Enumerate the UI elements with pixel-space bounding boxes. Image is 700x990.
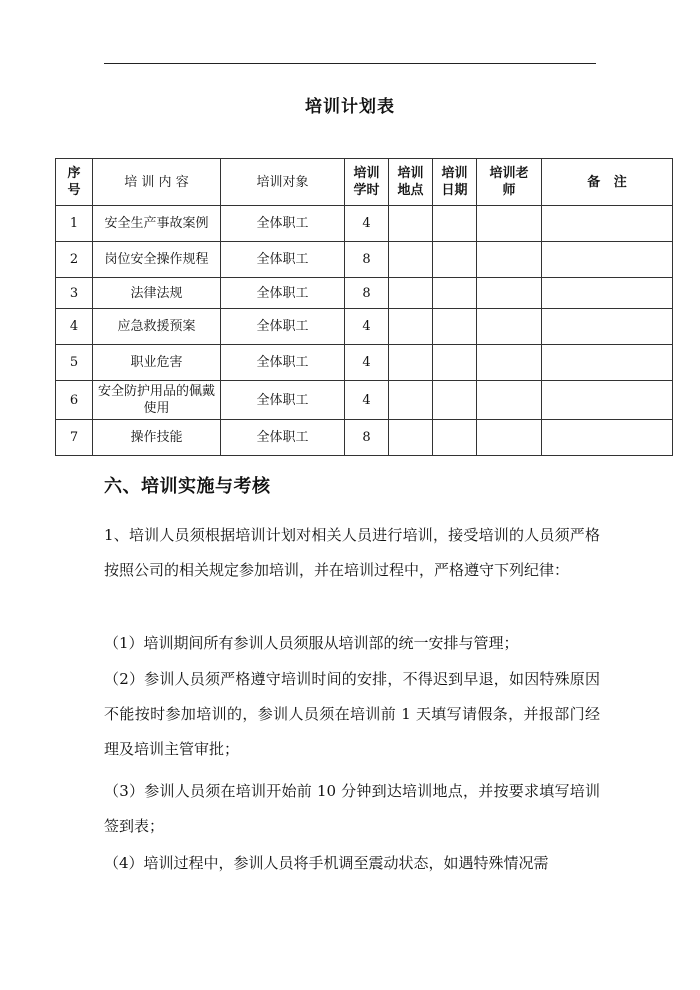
header-target: 培训对象: [221, 159, 345, 206]
cell-target: 全体职工: [221, 345, 345, 381]
cell-teacher: [477, 345, 542, 381]
cell-place: [389, 381, 433, 420]
cell-hours: 4: [345, 381, 389, 420]
cell-teacher: [477, 206, 542, 242]
cell-remark: [542, 381, 673, 420]
cell-remark: [542, 206, 673, 242]
cell-place: [389, 278, 433, 309]
cell-date: [433, 381, 477, 420]
header-hours: 培训 学时: [345, 159, 389, 206]
cell-hours: 4: [345, 345, 389, 381]
cell-content: 法律法规: [93, 278, 221, 309]
paragraph-item-3: （3）参训人员须在培训开始前 10 分钟到达培训地点，并按要求填写培训签到表；: [104, 782, 600, 835]
table-row: [56, 381, 673, 420]
cell-teacher: [477, 309, 542, 345]
cell-target: 全体职工: [221, 242, 345, 278]
cell-place: [389, 206, 433, 242]
cell-hours: 8: [345, 242, 389, 278]
header-seq: 序 号: [56, 159, 93, 206]
cell-hours: 8: [345, 420, 389, 456]
cell-remark: [542, 242, 673, 278]
cell-seq: 6: [56, 381, 93, 420]
document-title: 培训计划表: [305, 97, 395, 117]
cell-teacher: [477, 242, 542, 278]
cell-remark: [542, 420, 673, 456]
table-header-row: [56, 159, 673, 206]
cell-teacher: [477, 278, 542, 309]
cell-content: 职业危害: [93, 345, 221, 381]
cell-date: [433, 345, 477, 381]
header-place: 培训 地点: [389, 159, 433, 206]
cell-target: 全体职工: [221, 206, 345, 242]
paragraph-item-4: （4）培训过程中，参训人员将手机调至震动状态，如遇特殊情况需: [104, 854, 549, 872]
cell-content: 应急救援预案: [93, 309, 221, 345]
cell-place: [389, 309, 433, 345]
cell-remark: [542, 309, 673, 345]
cell-content: 安全防护用品的佩戴使用: [93, 381, 221, 420]
cell-target: 全体职工: [221, 278, 345, 309]
paragraph-item-1: （1）培训期间所有参训人员须服从培训部的统一安排与管理；: [104, 634, 519, 652]
cell-remark: [542, 278, 673, 309]
cell-date: [433, 206, 477, 242]
header-content: 培 训 内 容: [93, 159, 221, 206]
cell-seq: 7: [56, 420, 93, 456]
cell-teacher: [477, 420, 542, 456]
table-row: [56, 206, 673, 242]
cell-hours: 4: [345, 206, 389, 242]
cell-date: [433, 309, 477, 345]
paragraph-item-2: （2）参训人员须严格遵守培训时间的安排，不得迟到早退，如因特殊原因不能按时参加培训的，参训人员须在培训前 1 天填写请假条，并报部门经理及培训主管审批；: [104, 670, 600, 758]
cell-place: [389, 420, 433, 456]
training-plan-table: [55, 158, 673, 456]
cell-content: 安全生产事故案例: [93, 206, 221, 242]
cell-seq: 5: [56, 345, 93, 381]
cell-date: [433, 278, 477, 309]
cell-hours: 8: [345, 278, 389, 309]
cell-hours: 4: [345, 309, 389, 345]
header-rule: [104, 63, 596, 64]
table-row: [56, 420, 673, 456]
paragraph-rule-1: 1、培训人员须根据培训计划对相关人员进行培训，接受培训的人员须严格按照公司的相关规定参加培训，并在培训过程中，严格遵守下列纪律：: [104, 526, 600, 579]
table-row: [56, 345, 673, 381]
table-row: [56, 309, 673, 345]
cell-date: [433, 420, 477, 456]
header-remark: 备 注: [542, 159, 673, 206]
cell-target: 全体职工: [221, 309, 345, 345]
cell-seq: 1: [56, 206, 93, 242]
cell-place: [389, 345, 433, 381]
cell-target: 全体职工: [221, 381, 345, 420]
cell-teacher: [477, 381, 542, 420]
cell-seq: 4: [56, 309, 93, 345]
table-row: [56, 242, 673, 278]
cell-target: 全体职工: [221, 420, 345, 456]
section-heading: 六、培训实施与考核: [104, 476, 271, 497]
cell-place: [389, 242, 433, 278]
cell-remark: [542, 345, 673, 381]
cell-seq: 3: [56, 278, 93, 309]
table-row: [56, 278, 673, 309]
header-teacher: 培训老 师: [477, 159, 542, 206]
cell-date: [433, 242, 477, 278]
cell-content: 岗位安全操作规程: [93, 242, 221, 278]
cell-seq: 2: [56, 242, 93, 278]
header-date: 培训 日期: [433, 159, 477, 206]
cell-content: 操作技能: [93, 420, 221, 456]
